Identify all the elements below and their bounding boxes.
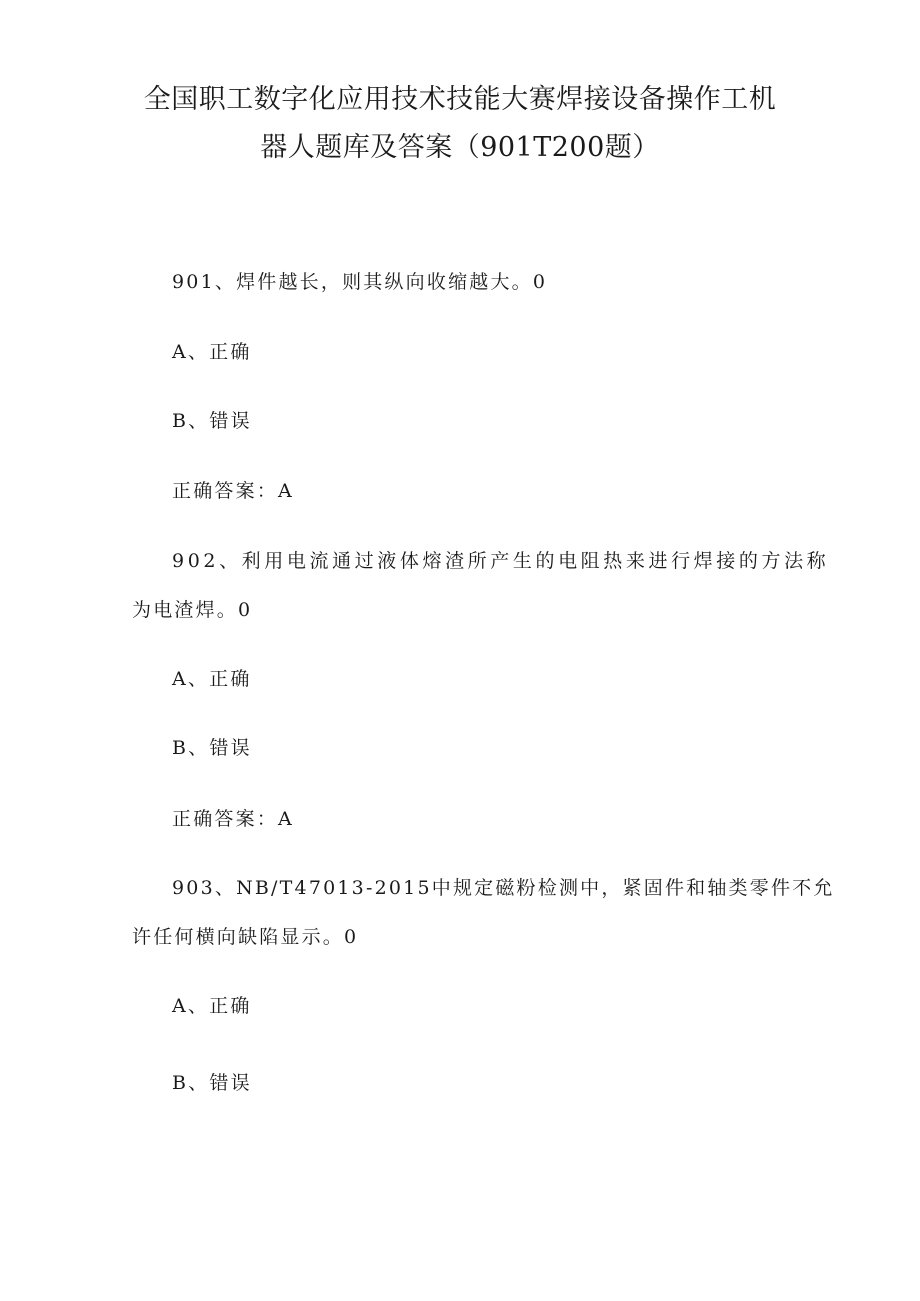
question-903-stem-line-1: 903、NB/T47013-2015中规定磁粉检测中，紧固件和轴类零件不允: [172, 877, 835, 899]
question-901-option-b: B、错误: [172, 410, 252, 432]
question-902-stem-line-1: 902、利用电流通过液体熔渣所产生的电阻热来进行焊接的方法称: [172, 550, 830, 572]
question-903-stem-line-2: 许任何横向缺陷显示。0: [132, 926, 359, 948]
question-902-stem-line-2: 为电渣焊。0: [132, 599, 253, 621]
question-901-stem: 901、焊件越长，则其纵向收缩越大。0: [172, 271, 548, 293]
question-902-option-a: A、正确: [172, 668, 252, 690]
question-903-option-b: B、错误: [172, 1072, 252, 1094]
question-902-option-b: B、错误: [172, 737, 252, 759]
title-line-1: 全国职工数字化应用技术技能大赛焊接设备操作工机: [143, 84, 777, 115]
title-line-2: 器人题库及答案（901T200题）: [260, 132, 660, 163]
question-901-answer: 正确答案：A: [172, 480, 294, 502]
question-903-option-a: A、正确: [172, 995, 252, 1017]
question-901-option-a: A、正确: [172, 341, 252, 363]
document-title: [0, 76, 920, 172]
question-902-answer: 正确答案：A: [172, 808, 294, 830]
